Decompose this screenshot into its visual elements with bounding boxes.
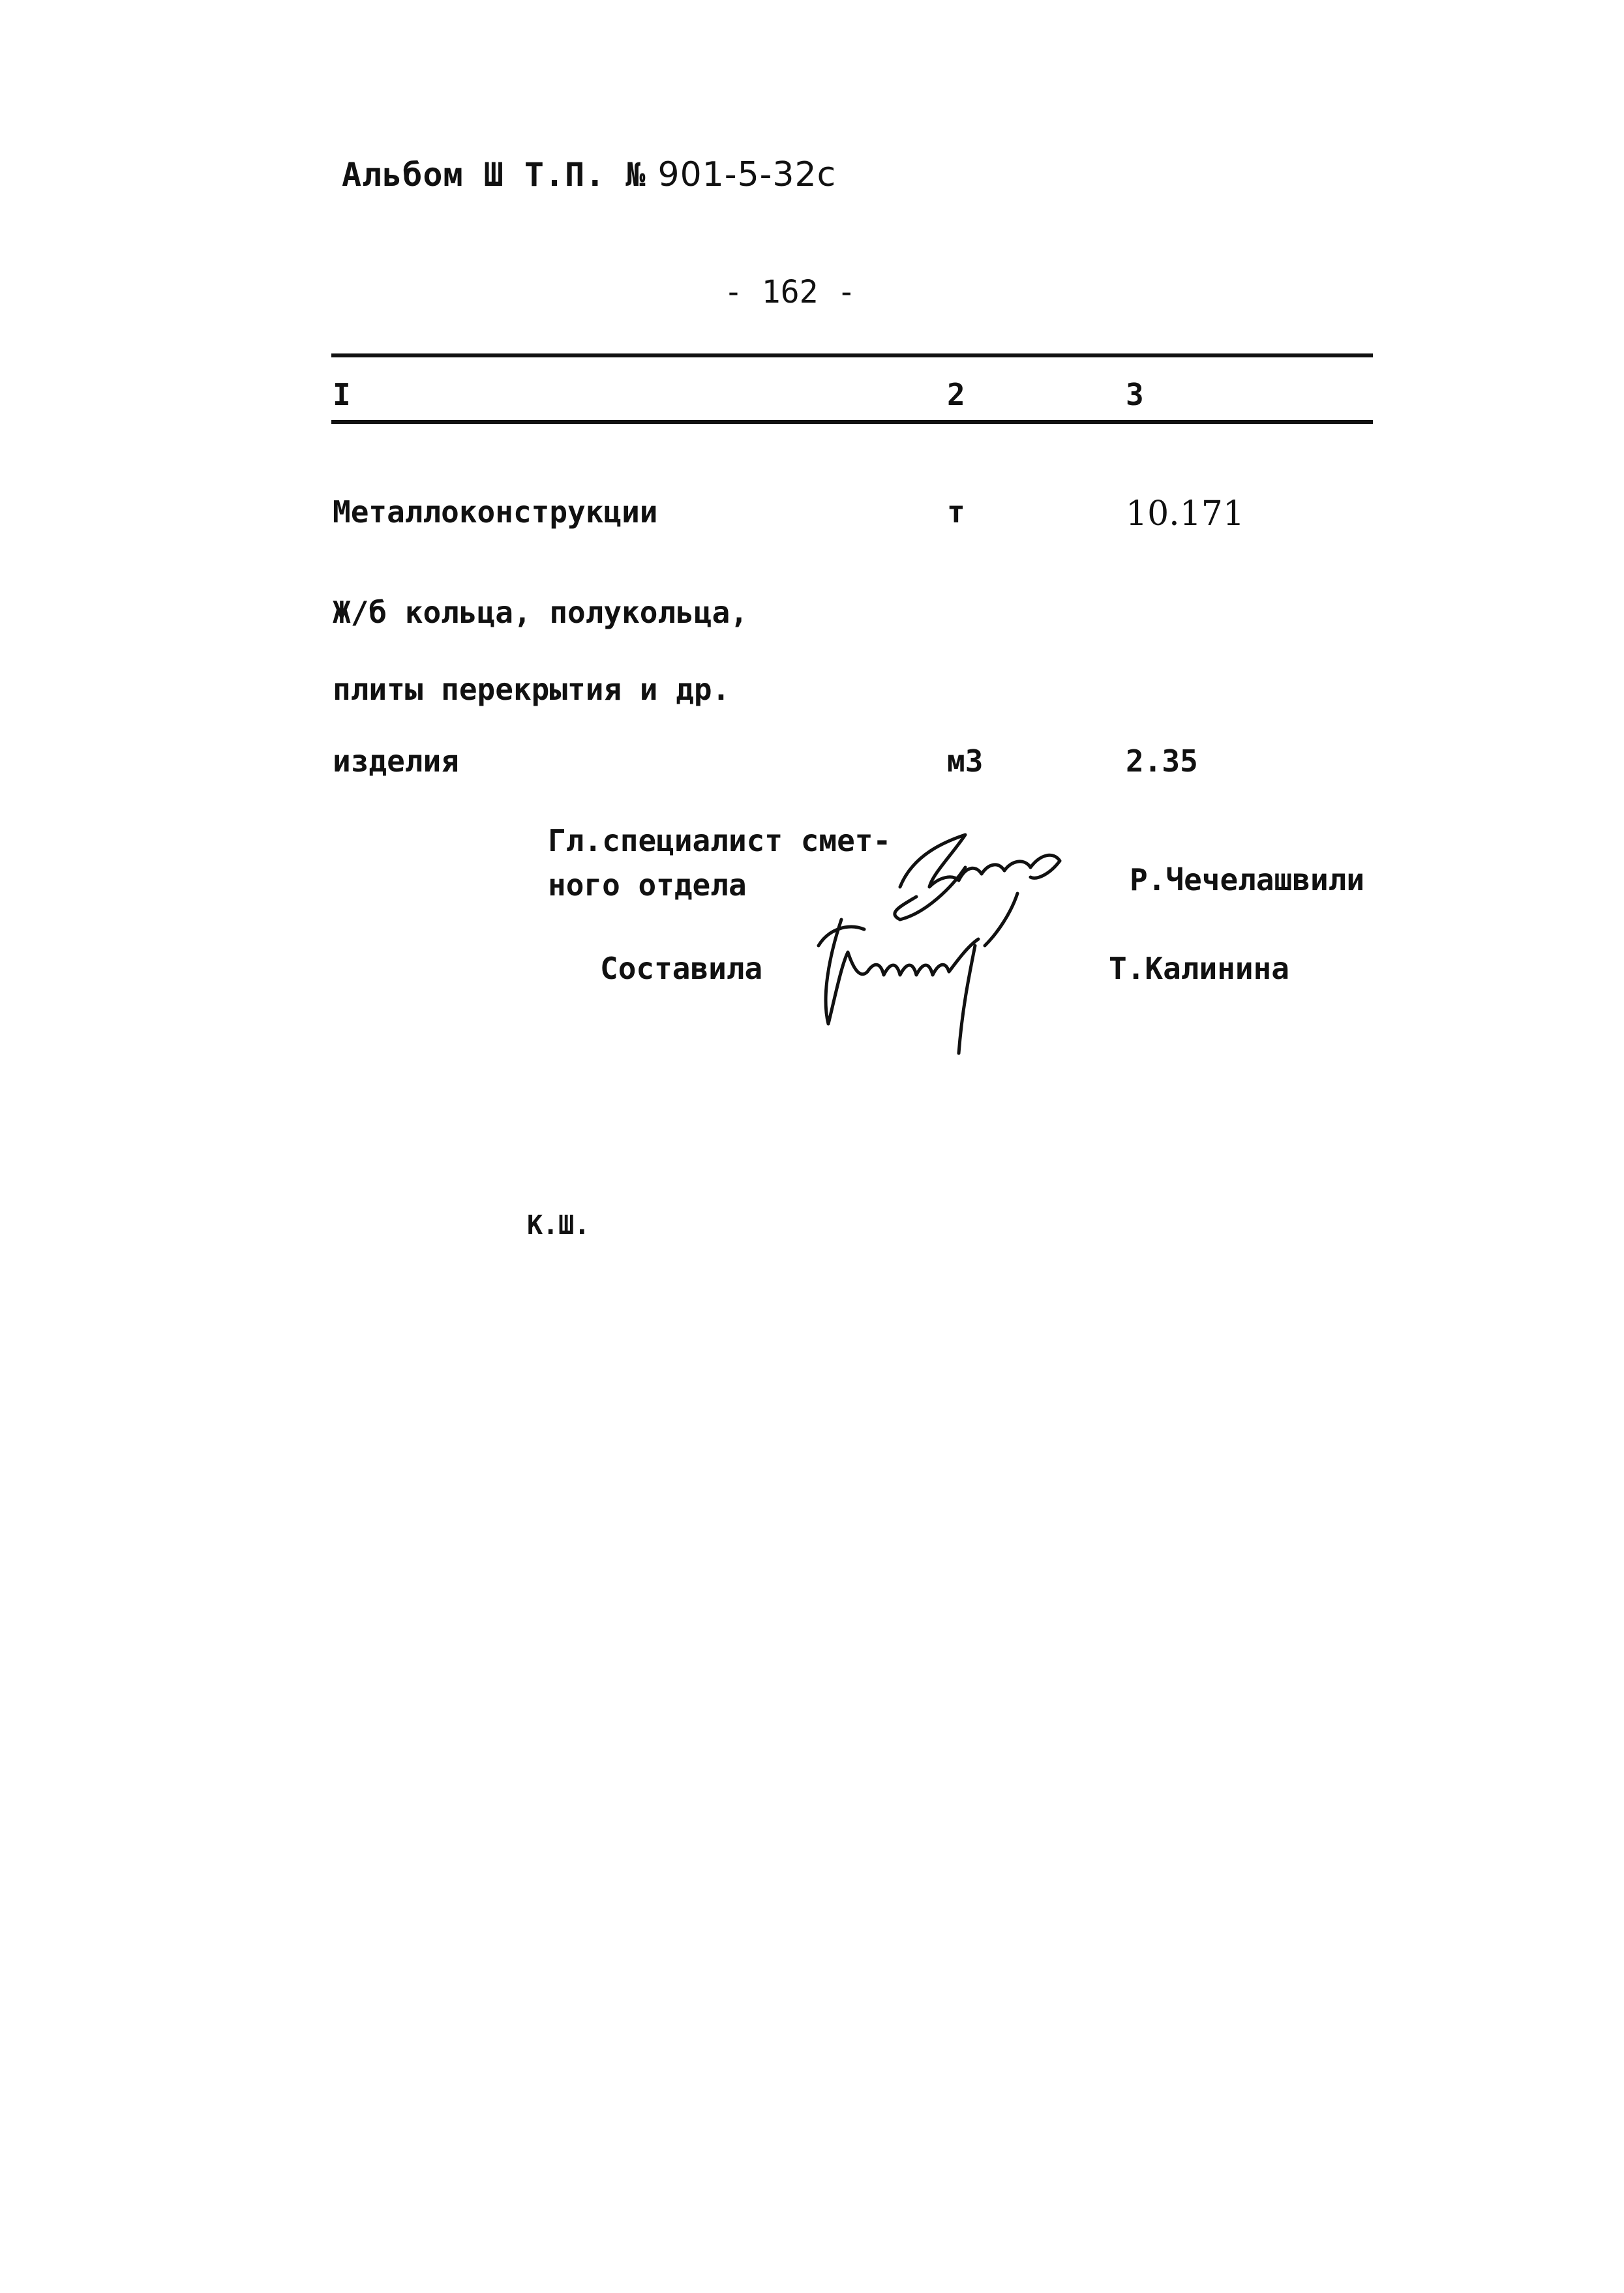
row-1-name: Металлоконструкции bbox=[333, 494, 658, 530]
column-header-1: I bbox=[333, 377, 351, 412]
signer-2-role: Составила bbox=[600, 951, 763, 986]
signature-1-stroke bbox=[900, 835, 1060, 887]
document-header bbox=[342, 155, 836, 194]
signer-1-role-line-1: Гл.специалист смет- bbox=[548, 823, 892, 858]
signer-1-name: Р.Чечелашвили bbox=[1130, 862, 1365, 897]
row-2-unit: м3 bbox=[947, 743, 984, 779]
initials: К.Ш. bbox=[527, 1210, 590, 1240]
page-number: - 162 - bbox=[724, 274, 856, 310]
table-top-rule bbox=[331, 353, 1373, 357]
table-header-rule bbox=[331, 420, 1373, 424]
album-label: Альбом Ш Т.П. № bbox=[342, 156, 646, 194]
row-1-value: 10.171 bbox=[1126, 494, 1244, 533]
row-2-name-line-1: Ж/б кольца, полукольца, bbox=[333, 595, 748, 630]
signer-1-role-line-2: ного отдела bbox=[548, 867, 747, 903]
signature-2-stroke bbox=[826, 920, 978, 1024]
handwritten-signatures bbox=[802, 815, 1115, 1063]
row-2-name-line-3: изделия bbox=[333, 743, 459, 779]
album-number: 901-5-32с bbox=[657, 155, 837, 194]
signer-2-name: Т.Калинина bbox=[1109, 951, 1289, 986]
signature-2-hook bbox=[819, 927, 864, 946]
row-2-value: 2.35 bbox=[1126, 743, 1198, 779]
row-1-unit: т bbox=[947, 494, 965, 530]
row-2-name-line-2: плиты перекрытия и др. bbox=[333, 672, 730, 707]
column-header-2: 2 bbox=[947, 377, 965, 412]
column-header-3: 3 bbox=[1126, 377, 1144, 412]
signature-2-descender bbox=[959, 946, 975, 1053]
signature-1-tail bbox=[985, 893, 1017, 946]
